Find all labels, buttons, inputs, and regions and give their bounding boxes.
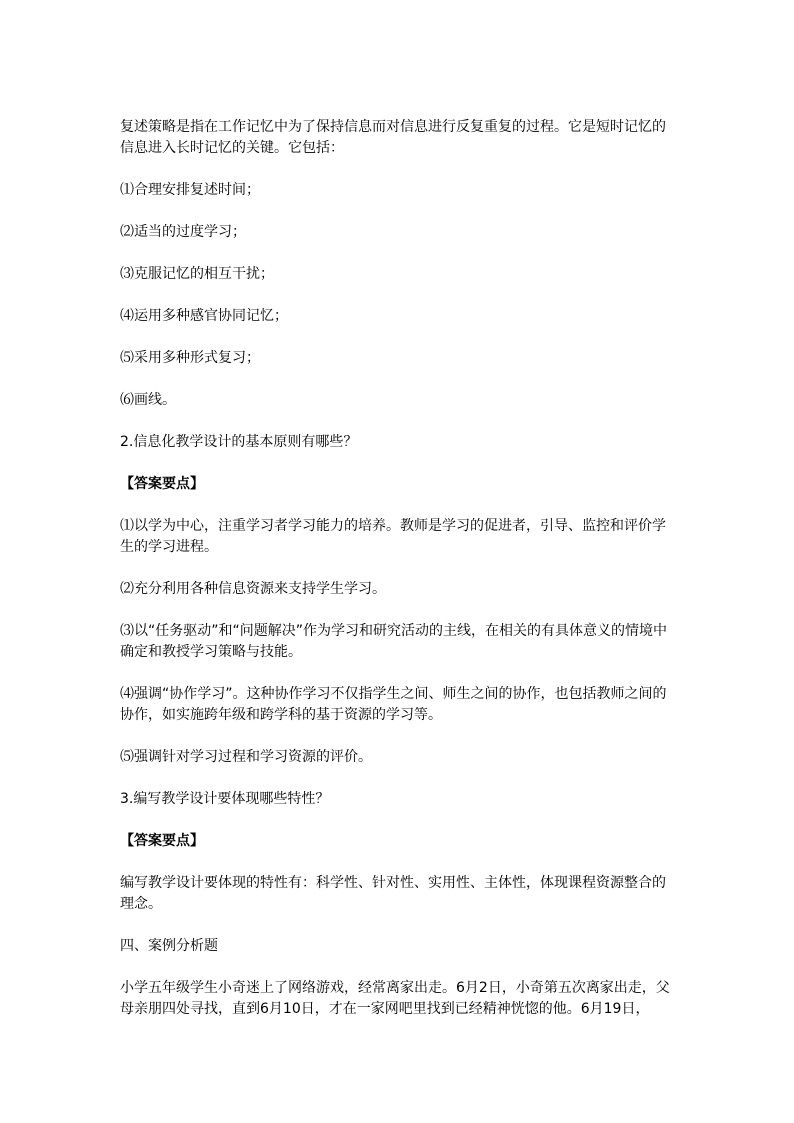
list-item-5: ⑸采用多种形式复习；	[120, 350, 260, 366]
list-item-1: ⑴合理安排复述时间；	[120, 182, 260, 198]
list-item-3: ⑶克服记忆的相互干扰；	[120, 266, 274, 282]
paragraph-rehearsal-strategy: 复述策略是指在工作记忆中为了保持信息而对信息进行反复重复的过程。它是短时记忆的信息进入长时记忆的关键。它包括：	[120, 119, 666, 156]
answer-2-point-2: ⑵充分利用各种信息资源来支持学生学习。	[120, 581, 386, 597]
document-page	[120, 117, 676, 1020]
section-heading-case-analysis: 四、案例分析题	[120, 938, 218, 954]
question-2: 2.信息化教学设计的基本原则有哪些？	[120, 434, 358, 450]
answer-2-point-3: ⑶以“任务驱动”和“问题解决”作为学习和研究活动的主线，在相关的有具体意义的情境中确定和教授学习策略与技能。	[120, 623, 668, 660]
answer-2-point-1: ⑴以学为中心，注重学习者学习能力的培养。教师是学习的促进者，引导、监控和评价学生的学习进程。	[120, 518, 666, 555]
answer-heading-2: 【答案要点】	[120, 476, 204, 492]
question-3: 3.编写教学设计要体现哪些特性？	[120, 791, 330, 807]
list-item-2: ⑵适当的过度学习；	[120, 224, 246, 240]
list-item-6: ⑹画线。	[120, 392, 176, 408]
answer-2-point-4: ⑷强调“协作学习”。这种协作学习不仅指学生之间、师生之间的协作，也包括教师之间的协作，如实施跨年级和跨学科的基于资源的学习等。	[120, 686, 667, 723]
list-item-4: ⑷运用多种感官协同记忆；	[120, 308, 288, 324]
case-text: 小学五年级学生小奇迷上了网络游戏，经常离家出走。6月2日，小奇第五次离家出走，父母亲朋四处寻找，直到6月10日，才在一家网吧里找到已经精神恍惚的他。6月19日，	[120, 980, 670, 1017]
answer-3-text: 编写教学设计要体现的特性有：科学性、针对性、实用性、主体性，体现课程资源整合的理念。	[120, 875, 666, 912]
answer-heading-3: 【答案要点】	[120, 833, 204, 849]
answer-2-point-5: ⑸强调针对学习过程和学习资源的评价。	[120, 749, 372, 765]
